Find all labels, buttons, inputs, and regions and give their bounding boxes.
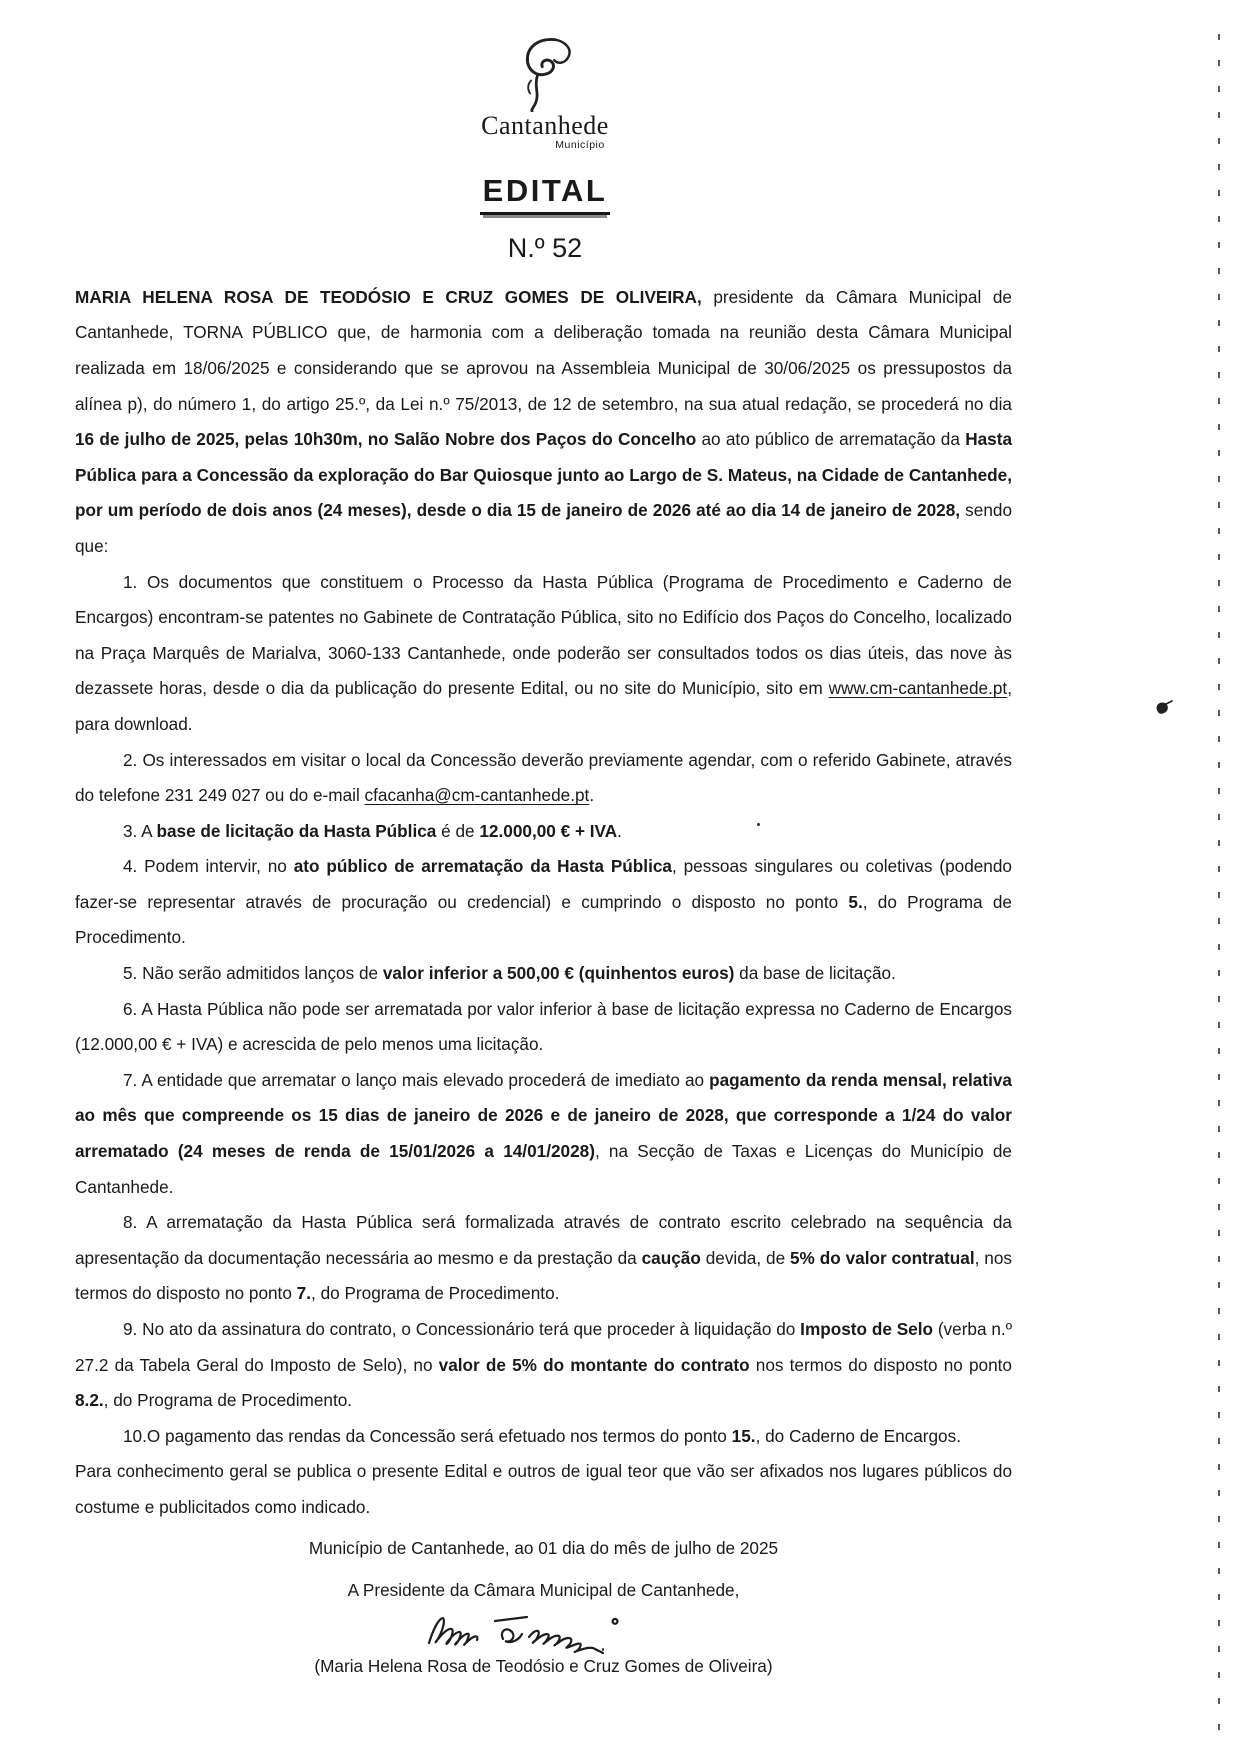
paragraph (75, 992, 1012, 1063)
text-segment: , do Programa de Procedimento. (311, 1283, 560, 1304)
text-segment: ao ato público de arrematação da (696, 429, 966, 450)
underlined-text: www.cm-cantanhede.pt (828, 678, 1008, 699)
text-segment: da base de licitação. (734, 963, 896, 984)
text-segment: base de licitação da Hasta Pública (156, 820, 437, 841)
text-segment: valor inferior a 500,00 € (quinhentos euros) (382, 963, 735, 984)
signer-name-line: (Maria Helena Rosa de Teodósio e Cruz Gomes de Oliveira) (314, 1655, 773, 1676)
text-segment: valor de 5% do montante do contrato (438, 1354, 750, 1375)
text-segment: nos termos do disposto no ponto (749, 1354, 1012, 1375)
text-segment: , na Secção de Taxas e Licenças do Município de Cantanhede. (75, 1141, 1012, 1197)
text-segment: 8. A arrematação da Hasta Pública será formalizada através de contrato escrito celebrado na sequência da apresentação da documentação necessária ao mesmo e da prestação da (75, 1212, 1012, 1268)
text-segment: ato público de arrematação da Hasta Pública (293, 856, 672, 877)
text-segment: 5. Não serão admitidos lanços de (123, 963, 383, 984)
text-segment: , do Programa de Procedimento. (75, 891, 1012, 948)
text-segment: 8.2. (75, 1390, 104, 1411)
paragraph (75, 1454, 1012, 1525)
text-segment: Imposto de Selo (800, 1319, 934, 1340)
text-segment: 5. (848, 891, 863, 912)
paragraph (75, 1063, 1012, 1205)
scan-artifact-dashed-line (1218, 34, 1220, 1736)
text-segment: . (589, 785, 595, 806)
scan-speck (602, 1648, 604, 1651)
text-segment: 7. (296, 1283, 312, 1304)
scan-speck (757, 823, 760, 826)
logo-subtitle: Município (555, 139, 605, 152)
text-segment: 2. Os interessados em visitar o local da Concessão deverão previamente agendar, com o referido Gabinete, através do telefone 231 249 027 ou do e-mail (75, 749, 1012, 806)
text-segment: devida, de (700, 1247, 790, 1268)
text-segment: 7. A entidade que arrematar o lanço mais elevado procederá de imediato ao (123, 1069, 710, 1090)
text-segment: 16 de julho de 2025, pelas 10h30m, no Salão Nobre dos Paços do Concelho (75, 429, 697, 450)
paragraph (75, 1205, 1012, 1312)
text-segment: 6. A Hasta Pública não pode ser arrematada por valor inferior à base de licitação expressa no Caderno de Encargos (12.000,00 € + IVA) e acrescida de pelo menos uma licitação. (75, 998, 1012, 1055)
paragraph (75, 743, 1012, 814)
text-segment: Para conhecimento geral se publica o presente Edital e outros de igual teor que vão ser afixados nos lugares públicos do costume e publicitados como indicado. (75, 1461, 1012, 1517)
text-segment: é de (436, 820, 480, 841)
document-header (75, 0, 1015, 264)
text-segment: (verba n.º 27.2 da Tabela Geral do Imposto de Selo), no (75, 1319, 1012, 1375)
paragraph (75, 1419, 1012, 1455)
text-segment: 1. Os documentos que constituem o Processo da Hasta Pública (Programa de Procedimento e Caderno de Encargos) encontram-se patentes no Gabinete de Contratação Pública, sito no Edifício dos Paços do Concelho, localizado na Praça Marquês de Marialva, 3060-133 Cantanhede, onde poderão ser consultados todos os dias úteis, das nove às dezassete horas, desde o dia da publicação do presente Edital, ou no site do Município, sito em (75, 571, 1012, 699)
ink-blot-artifact (1154, 700, 1174, 717)
text-segment: , para download. (75, 678, 1012, 734)
signer-title-line: A Presidente da Câmara Municipal de Cantanhede, (347, 1579, 740, 1600)
paragraph (75, 849, 1012, 956)
paragraph (75, 814, 1012, 850)
text-segment: , do Caderno de Encargos. (755, 1425, 961, 1446)
text-segment: sendo que: (75, 500, 1012, 556)
text-segment: , do Programa de Procedimento. (103, 1390, 353, 1411)
logo-wordmark: Cantanhede (481, 111, 609, 140)
document-body (75, 280, 1012, 1526)
text-segment: 5% do valor contratual (790, 1247, 975, 1268)
text-segment: . (617, 820, 622, 841)
place-date-line: Município de Cantanhede, ao 01 dia do mês de julho de 2025 (308, 1537, 779, 1558)
document-number: N.º 52 (507, 232, 583, 263)
text-segment: 15. (731, 1425, 756, 1446)
text-segment: Hasta Pública para a Concessão da exploração do Bar Quiosque junto ao Largo de S. Mateus, na Cidade de Cantanhede, por um período de dois anos (24 meses), desde o dia 15 de janeiro de 2026 até ao dia 14 de janeiro de 2028, (75, 429, 1012, 521)
paragraph (75, 565, 1012, 743)
text-segment: pagamento da renda mensal, relativa ao mês que compreende os 15 dias de janeiro de 2026 e de janeiro de 2028, que corresponde a 1/24 do valor arrematado (24 meses de renda de 15/01/2026 a 14/01/2028) (75, 1069, 1012, 1162)
text-segment: 12.000,00 € + IVA (479, 820, 618, 841)
text-segment: 10.O pagamento das rendas da Concessão será efetuado nos termos do ponto (123, 1425, 732, 1446)
document-footer (75, 1538, 1012, 1677)
signature-icon (419, 1607, 669, 1655)
text-segment: MARIA HELENA ROSA DE TEODÓSIO E CRUZ GOMES DE OLIVEIRA, (75, 286, 702, 307)
text-segment: 9. No ato da assinatura do contrato, o Concessionário terá que proceder à liquidação do (123, 1319, 801, 1340)
cantanhede-logo-icon (503, 36, 587, 112)
text-segment: presidente da Câmara Municipal de Cantanhede, TORNA PÚBLICO que, de harmonia com a deliberação tomada na reunião desta Câmara Municipal realizada em 18/06/2025 e considerando que se aprovou na Assembleia Municipal de 30/06/2025 os pressupostos da alínea p), do número 1, do artigo 25.º, da Lei n.º 75/2013, de 12 de setembro, na sua atual redação, se procederá no dia (75, 286, 1012, 414)
text-segment: 3. A (123, 820, 157, 841)
text-segment: , nos termos do disposto no ponto (75, 1247, 1012, 1304)
text-segment: , pessoas singulares ou coletivas (podendo fazer-se representar através de procuração ou credencial) e cumprindo o disposto no ponto (75, 856, 1012, 912)
paragraph (75, 956, 1012, 992)
text-segment: caução (641, 1247, 701, 1268)
underlined-text: cfacanha@cm-cantanhede.pt (364, 785, 590, 806)
paragraph (75, 1312, 1012, 1419)
paragraph (75, 280, 1012, 565)
document-title: EDITAL (480, 173, 611, 215)
text-segment: 4. Podem intervir, no (123, 856, 294, 877)
